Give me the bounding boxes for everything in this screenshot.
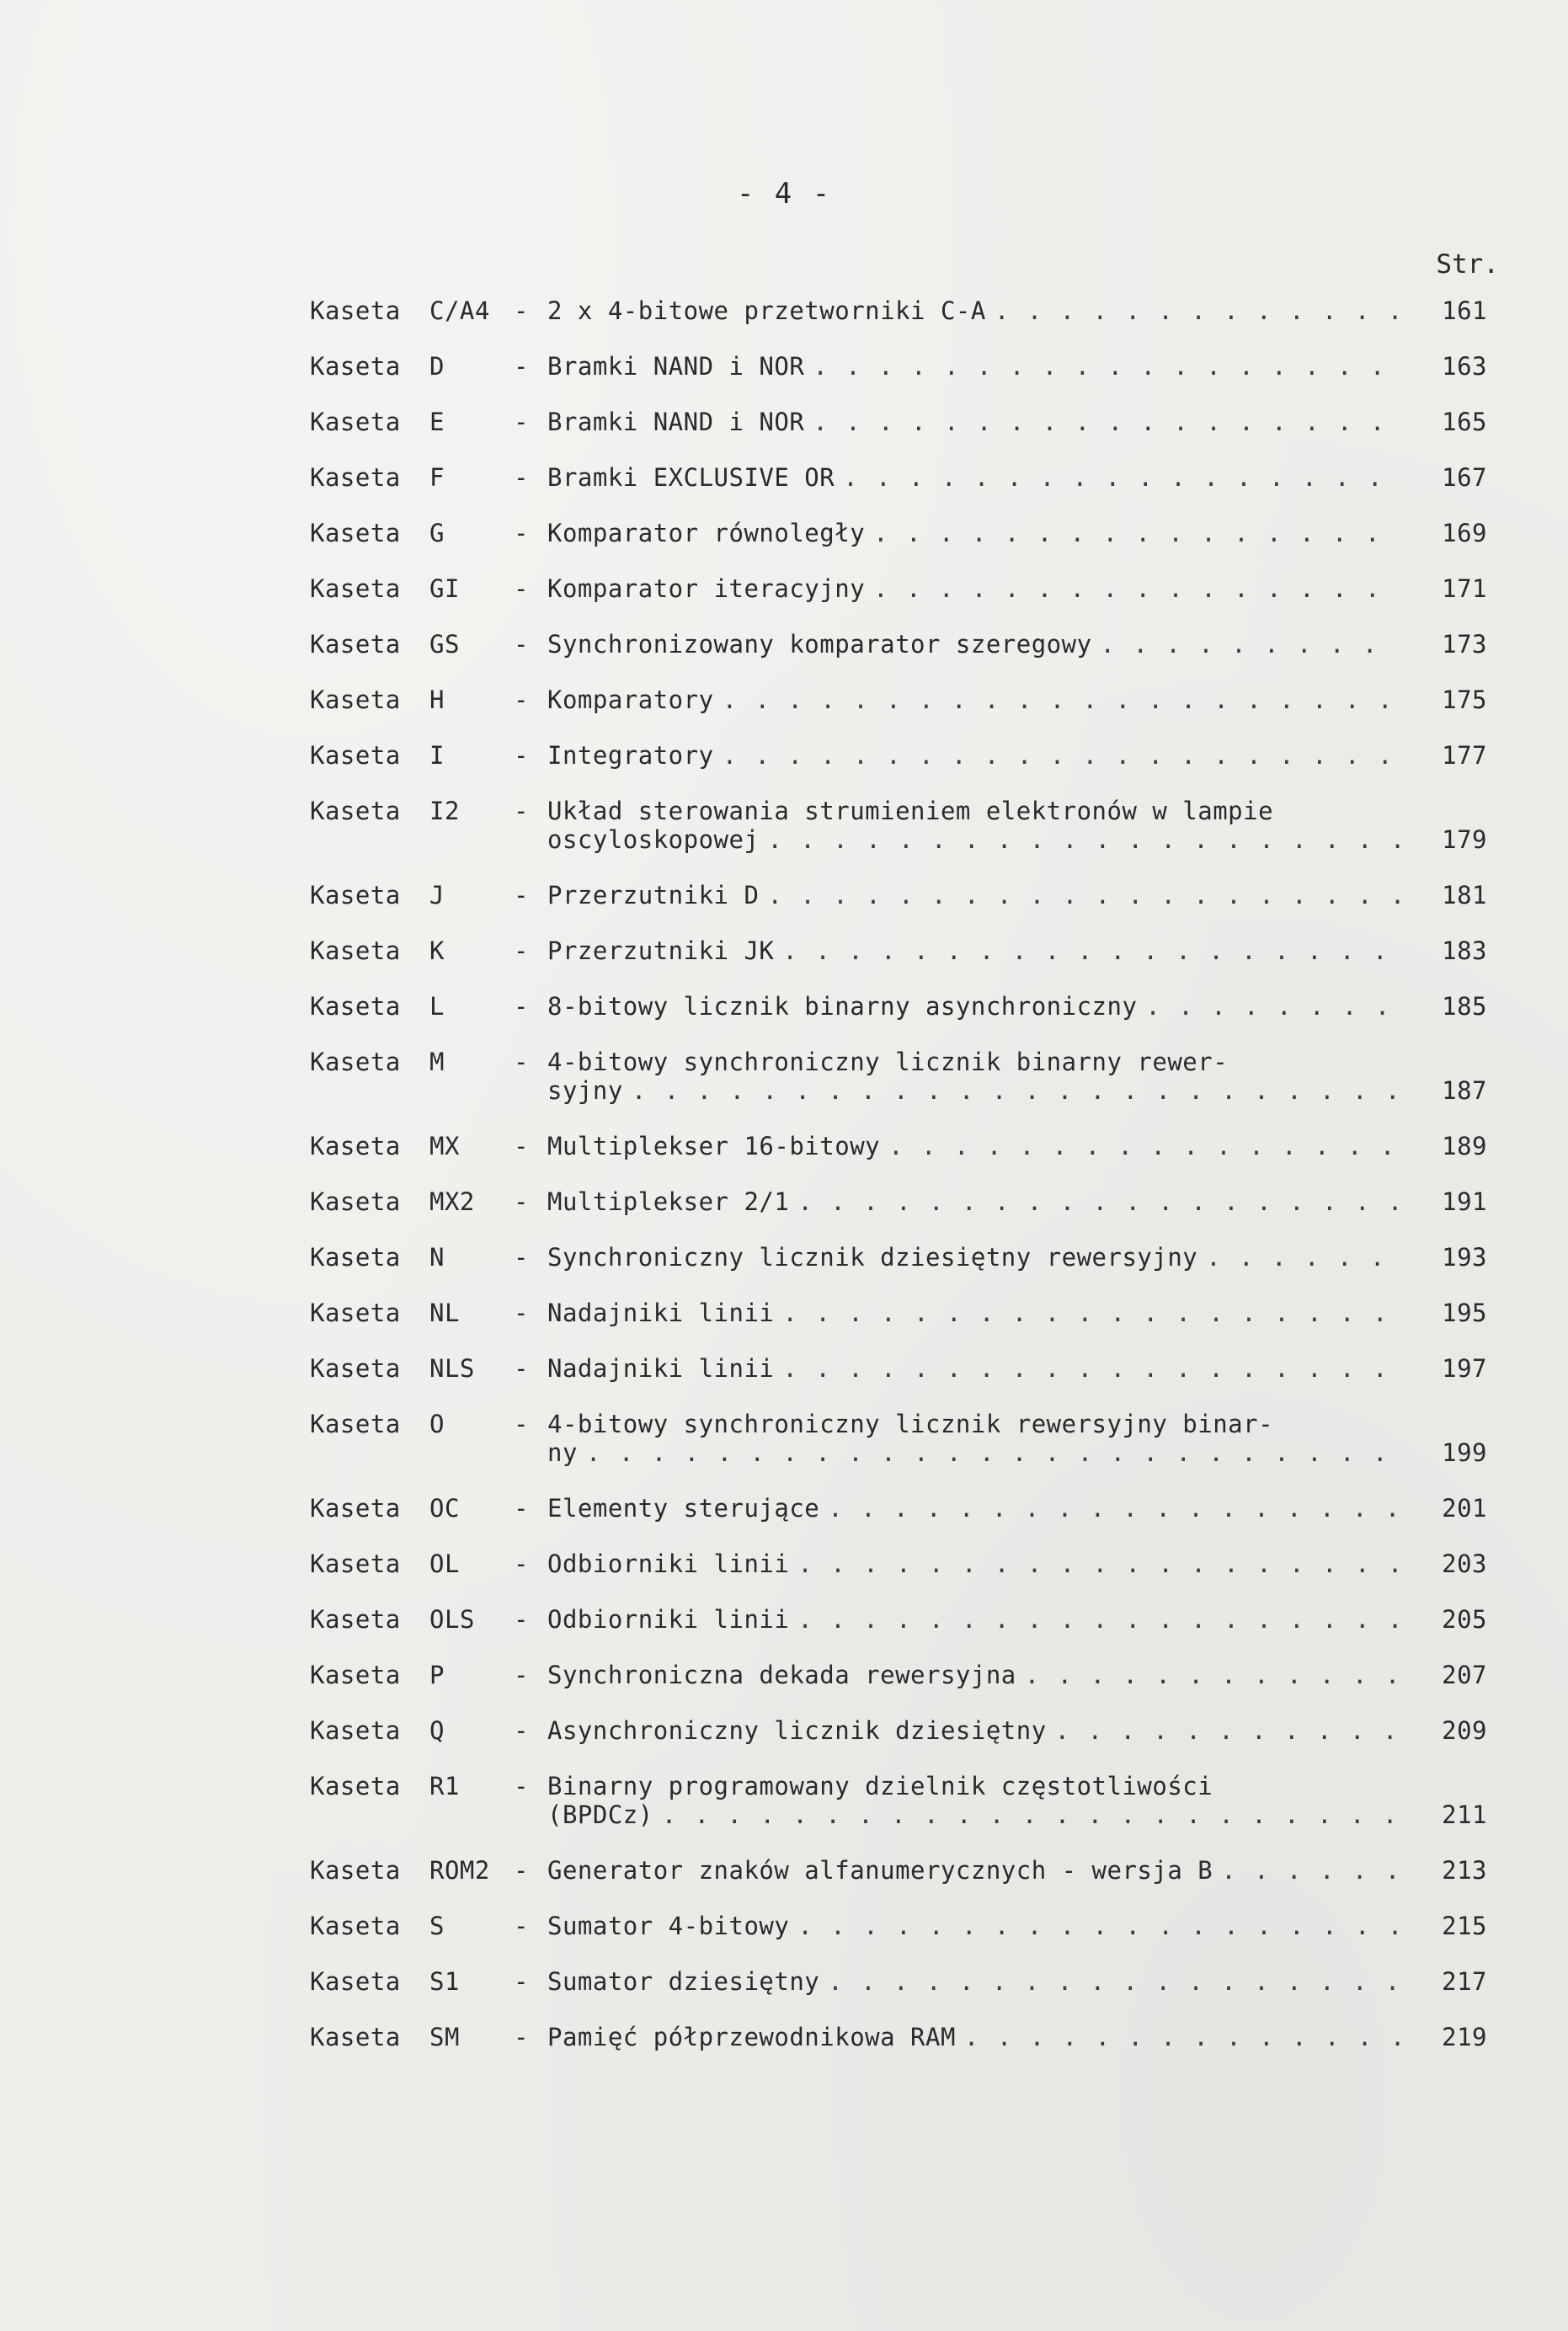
toc-entry-prefix: Kaseta <box>310 2023 401 2051</box>
toc-entry-page: 165 <box>1442 408 1487 436</box>
toc-entry-code: G <box>429 519 445 547</box>
toc-entry-dash: - <box>514 936 529 965</box>
toc-entry-title-line <box>547 1716 1400 1745</box>
toc-entry-prefix: Kaseta <box>310 1550 401 1578</box>
toc-entry-title-line <box>547 1299 1400 1327</box>
toc-entry <box>310 408 1487 463</box>
toc-entry-code: M <box>429 1048 445 1076</box>
toc-entry-title-text: 4-bitowy synchroniczny licznik rewersyjny binar- <box>547 1410 1274 1438</box>
toc-entry-code: C/A4 <box>429 296 490 325</box>
toc-entry-dash: - <box>514 574 529 603</box>
toc-entry-title-line <box>547 1494 1400 1523</box>
toc-entry-title-line <box>547 352 1400 381</box>
toc-entry-title-text: ny <box>547 1438 578 1467</box>
toc-entry-page: 193 <box>1442 1243 1487 1272</box>
toc-entry-page: 169 <box>1442 519 1487 547</box>
toc-entry-title-text: Asynchroniczny licznik dziesiętny <box>547 1716 1047 1745</box>
toc-entry-code: K <box>429 936 445 965</box>
toc-entry-page: 173 <box>1442 630 1487 659</box>
toc-entry-title <box>547 1856 1400 1885</box>
dot-leader <box>813 352 1400 381</box>
toc-entry <box>310 1132 1487 1187</box>
toc-entry-title-line <box>547 1605 1400 1634</box>
toc-entry-title <box>547 1967 1400 1996</box>
toc-entry-dash: - <box>514 463 529 492</box>
toc-entry-title <box>547 1912 1400 1940</box>
page-number: - 4 - <box>736 177 832 211</box>
toc-entry-code: E <box>429 408 445 436</box>
toc-entry <box>310 1716 1487 1772</box>
toc-entry-title <box>547 741 1400 770</box>
toc-entry-title-line <box>547 881 1400 909</box>
toc-entry-title <box>547 1661 1400 1689</box>
toc-entry-title-line <box>547 936 1400 965</box>
dot-leader <box>873 574 1400 603</box>
dot-leader <box>767 881 1400 909</box>
toc-entry-title-line <box>547 1661 1400 1689</box>
toc-entry-title-line <box>547 1967 1400 1996</box>
toc-entry-dash: - <box>514 797 529 825</box>
toc-entry-code: S1 <box>429 1967 460 1996</box>
toc-entry-dash: - <box>514 1716 529 1745</box>
toc-entry-prefix: Kaseta <box>310 1661 401 1689</box>
toc-entry-code: NLS <box>429 1354 475 1383</box>
toc-entry-title <box>547 1494 1400 1523</box>
toc-entry <box>310 1048 1487 1132</box>
toc-entry-title-text: Przerzutniki D <box>547 881 760 909</box>
toc-entry-page: 197 <box>1442 1354 1487 1383</box>
toc-entry-title <box>547 1243 1400 1272</box>
toc-entry-code: O <box>429 1410 445 1438</box>
toc-entry-prefix: Kaseta <box>310 408 401 436</box>
toc-entry-title <box>547 352 1400 381</box>
toc-entry-page: 211 <box>1442 1800 1487 1829</box>
toc-entry-dash: - <box>514 1856 529 1885</box>
toc-entry-title-line <box>547 797 1400 825</box>
toc-entry-prefix: Kaseta <box>310 992 401 1021</box>
toc-entry-title-text: Układ sterowania strumieniem elektronów w lampie <box>547 797 1274 825</box>
toc-entry <box>310 1354 1487 1410</box>
toc-entry-title <box>547 992 1400 1021</box>
toc-entry-title <box>547 2023 1400 2051</box>
toc-entry-title-line <box>547 1772 1400 1800</box>
toc-entry-title-line <box>547 2023 1400 2051</box>
toc-entry <box>310 1967 1487 2023</box>
toc-entry-dash: - <box>514 992 529 1021</box>
toc-entry-prefix: Kaseta <box>310 1912 401 1940</box>
toc-entry-dash: - <box>514 1410 529 1438</box>
toc-entry <box>310 1772 1487 1856</box>
toc-entry-prefix: Kaseta <box>310 1243 401 1272</box>
toc-entry-title-line <box>547 1048 1400 1076</box>
toc-entry-title <box>547 1354 1400 1383</box>
toc-entry-title-line <box>547 992 1400 1021</box>
dot-leader <box>782 936 1400 965</box>
toc-entry-page: 205 <box>1442 1605 1487 1634</box>
toc-entry-page: 171 <box>1442 574 1487 603</box>
dot-leader <box>632 1076 1400 1105</box>
toc-entry-code: H <box>429 685 445 714</box>
toc-entry-page: 215 <box>1442 1912 1487 1940</box>
dot-leader <box>767 825 1400 854</box>
toc-entry-code: NL <box>429 1299 460 1327</box>
dot-leader <box>586 1438 1400 1467</box>
dot-leader <box>1145 992 1400 1021</box>
toc-entry-code: OL <box>429 1550 460 1578</box>
toc-entry-dash: - <box>514 1494 529 1523</box>
toc-entry <box>310 1410 1487 1494</box>
toc-entry-page: 167 <box>1442 463 1487 492</box>
toc-entry-title-text: Nadajniki linii <box>547 1299 775 1327</box>
dot-leader <box>1101 630 1400 659</box>
toc-entry-title-line <box>547 1354 1400 1383</box>
toc-entry-title-text: 8-bitowy licznik binarny asynchroniczny <box>547 992 1138 1021</box>
toc-entry-page: 163 <box>1442 352 1487 381</box>
table-of-contents <box>310 296 1487 2078</box>
toc-entry-title <box>547 1187 1400 1216</box>
dot-leader <box>797 1605 1400 1634</box>
toc-entry-code: L <box>429 992 445 1021</box>
toc-entry <box>310 519 1487 574</box>
toc-entry-dash: - <box>514 1187 529 1216</box>
toc-entry-prefix: Kaseta <box>310 1187 401 1216</box>
toc-entry-dash: - <box>514 1354 529 1383</box>
toc-entry-title-line <box>547 685 1400 714</box>
toc-entry <box>310 2023 1487 2078</box>
toc-entry-page: 181 <box>1442 881 1487 909</box>
toc-entry-title-line <box>547 1187 1400 1216</box>
toc-entry <box>310 1494 1487 1550</box>
toc-entry-prefix: Kaseta <box>310 1494 401 1523</box>
toc-entry-page: 177 <box>1442 741 1487 770</box>
toc-entry-prefix: Kaseta <box>310 1354 401 1383</box>
toc-entry-prefix: Kaseta <box>310 296 401 325</box>
toc-entry-prefix: Kaseta <box>310 685 401 714</box>
toc-entry-title-line <box>547 630 1400 659</box>
toc-entry-prefix: Kaseta <box>310 1856 401 1885</box>
toc-entry <box>310 296 1487 352</box>
toc-entry-code: F <box>429 463 445 492</box>
toc-entry-dash: - <box>514 1048 529 1076</box>
toc-entry-title <box>547 296 1400 325</box>
toc-entry-page: 183 <box>1442 936 1487 965</box>
toc-entry-title-text: Multiplekser 2/1 <box>547 1187 790 1216</box>
toc-entry-title-text: Bramki NAND i NOR <box>547 352 805 381</box>
toc-entry-prefix: Kaseta <box>310 797 401 825</box>
toc-entry-page: 179 <box>1442 825 1487 854</box>
toc-entry-dash: - <box>514 881 529 909</box>
dot-leader <box>828 1967 1400 1996</box>
dot-leader <box>1221 1856 1400 1885</box>
dot-leader <box>782 1299 1400 1327</box>
toc-entry-title-text: Odbiorniki linii <box>547 1605 790 1634</box>
toc-entry-prefix: Kaseta <box>310 936 401 965</box>
toc-entry-prefix: Kaseta <box>310 881 401 909</box>
toc-entry-code: GI <box>429 574 460 603</box>
toc-entry-title-line <box>547 1912 1400 1940</box>
toc-entry-title-text: Bramki NAND i NOR <box>547 408 805 436</box>
toc-entry-title <box>547 1410 1400 1467</box>
toc-entry-dash: - <box>514 519 529 547</box>
toc-entry-prefix: Kaseta <box>310 1716 401 1745</box>
toc-entry-dash: - <box>514 1772 529 1800</box>
toc-entry-title-line <box>547 1410 1400 1438</box>
toc-entry-title-line <box>547 463 1400 492</box>
dot-leader <box>797 1912 1400 1940</box>
toc-entry-prefix: Kaseta <box>310 1410 401 1438</box>
toc-entry <box>310 1187 1487 1243</box>
toc-entry-title-text: Sumator dziesiętny <box>547 1967 820 1996</box>
toc-entry-prefix: Kaseta <box>310 1605 401 1634</box>
toc-entry-page: 187 <box>1442 1076 1487 1105</box>
toc-entry-title-text: Komparator równoległy <box>547 519 866 547</box>
dot-leader <box>1206 1243 1400 1272</box>
toc-entry-dash: - <box>514 1299 529 1327</box>
toc-entry <box>310 630 1487 685</box>
toc-entry-title-line <box>547 519 1400 547</box>
toc-entry-code: R1 <box>429 1772 460 1800</box>
toc-entry-title-text: Komparator iteracyjny <box>547 574 866 603</box>
dot-leader <box>797 1187 1400 1216</box>
dot-leader <box>813 408 1400 436</box>
toc-entry-code: S <box>429 1912 445 1940</box>
dot-leader <box>797 1550 1400 1578</box>
dot-leader <box>1055 1716 1400 1745</box>
toc-entry <box>310 574 1487 630</box>
toc-entry-code: OC <box>429 1494 460 1523</box>
toc-entry-title-line <box>547 296 1400 325</box>
toc-entry-prefix: Kaseta <box>310 1048 401 1076</box>
toc-entry-title <box>547 1772 1400 1829</box>
toc-entry <box>310 936 1487 992</box>
toc-entry-title-text: Multiplekser 16-bitowy <box>547 1132 881 1160</box>
toc-entry-title-text: Sumator 4-bitowy <box>547 1912 790 1940</box>
toc-entry-code: ROM2 <box>429 1856 490 1885</box>
toc-entry-title <box>547 1716 1400 1745</box>
toc-entry-code: D <box>429 352 445 381</box>
toc-entry <box>310 797 1487 881</box>
toc-entry-page: 201 <box>1442 1494 1487 1523</box>
toc-entry-title-text: Synchroniczny licznik dziesiętny rewersyjny <box>547 1243 1198 1272</box>
toc-entry-title-text: 4-bitowy synchroniczny licznik binarny rewer- <box>547 1048 1229 1076</box>
toc-entry <box>310 463 1487 519</box>
toc-entry-title <box>547 797 1400 854</box>
toc-entry-title-line <box>547 1438 1400 1467</box>
toc-entry-title-text: (BPDCz) <box>547 1800 653 1829</box>
toc-entry-title-line <box>547 408 1400 436</box>
toc-entry-code: I2 <box>429 797 460 825</box>
toc-entry-title-text: Odbiorniki linii <box>547 1550 790 1578</box>
toc-entry-title <box>547 1605 1400 1634</box>
toc-entry-page: 189 <box>1442 1132 1487 1160</box>
toc-entry-title-text: Przerzutniki JK <box>547 936 775 965</box>
toc-entry-code: P <box>429 1661 445 1689</box>
toc-entry <box>310 1912 1487 1967</box>
toc-entry-title <box>547 630 1400 659</box>
toc-entry-title-line <box>547 1076 1400 1105</box>
toc-entry-title-text: Komparatory <box>547 685 714 714</box>
dot-leader <box>723 685 1400 714</box>
toc-entry-title-line <box>547 1243 1400 1272</box>
toc-entry-code: I <box>429 741 445 770</box>
toc-entry-title-line <box>547 741 1400 770</box>
page-column-header: Str. <box>1436 249 1499 280</box>
toc-entry-dash: - <box>514 1132 529 1160</box>
toc-entry-title-line <box>547 1132 1400 1160</box>
toc-entry-title <box>547 1132 1400 1160</box>
toc-entry-title-line <box>547 574 1400 603</box>
toc-entry-code: GS <box>429 630 460 659</box>
toc-entry-title <box>547 936 1400 965</box>
toc-entry-title <box>547 685 1400 714</box>
toc-entry <box>310 1550 1487 1605</box>
dot-leader <box>995 296 1400 325</box>
toc-entry-title-line <box>547 1856 1400 1885</box>
dot-leader <box>843 463 1400 492</box>
toc-entry-title-text: Integratory <box>547 741 714 770</box>
toc-entry-dash: - <box>514 352 529 381</box>
toc-entry-title-text: Bramki EXCLUSIVE OR <box>547 463 835 492</box>
toc-entry-prefix: Kaseta <box>310 352 401 381</box>
toc-entry-page: 195 <box>1442 1299 1487 1327</box>
toc-entry-prefix: Kaseta <box>310 1132 401 1160</box>
toc-entry-code: J <box>429 881 445 909</box>
toc-entry-title <box>547 881 1400 909</box>
toc-entry-title-text: Generator znaków alfanumerycznych - wersja B <box>547 1856 1213 1885</box>
toc-entry-prefix: Kaseta <box>310 741 401 770</box>
toc-entry-title-text: Pamięć półprzewodnikowa RAM <box>547 2023 956 2051</box>
toc-entry-title-text: Synchroniczna dekada rewersyjna <box>547 1661 1016 1689</box>
toc-entry-page: 207 <box>1442 1661 1487 1689</box>
toc-entry-code: MX2 <box>429 1187 475 1216</box>
toc-entry-dash: - <box>514 1967 529 1996</box>
dot-leader <box>1025 1661 1400 1689</box>
toc-entry-title-text: Binarny programowany dzielnik częstotliwości <box>547 1772 1213 1800</box>
dot-leader <box>828 1494 1400 1523</box>
toc-entry-title <box>547 1550 1400 1578</box>
toc-entry-title <box>547 408 1400 436</box>
toc-entry-dash: - <box>514 408 529 436</box>
toc-entry-title-line <box>547 1550 1400 1578</box>
toc-entry-page: 191 <box>1442 1187 1487 1216</box>
toc-entry-page: 199 <box>1442 1438 1487 1467</box>
toc-entry <box>310 1661 1487 1716</box>
toc-entry <box>310 1299 1487 1354</box>
toc-entry <box>310 352 1487 408</box>
toc-entry-code: MX <box>429 1132 460 1160</box>
dot-leader <box>964 2023 1400 2051</box>
toc-entry-dash: - <box>514 685 529 714</box>
toc-entry-title-text: Nadajniki linii <box>547 1354 775 1383</box>
toc-entry-title <box>547 574 1400 603</box>
toc-entry-title-line <box>547 1800 1400 1829</box>
toc-entry-title <box>547 1048 1400 1105</box>
toc-entry <box>310 1605 1487 1661</box>
toc-entry <box>310 1856 1487 1912</box>
toc-entry-title-text: Elementy sterujące <box>547 1494 820 1523</box>
toc-entry-title-text: syjny <box>547 1076 623 1105</box>
toc-entry-prefix: Kaseta <box>310 1772 401 1800</box>
toc-entry-page: 203 <box>1442 1550 1487 1578</box>
toc-entry <box>310 881 1487 936</box>
toc-entry-prefix: Kaseta <box>310 463 401 492</box>
toc-entry-title-line <box>547 825 1400 854</box>
toc-entry-code: N <box>429 1243 445 1272</box>
toc-entry-dash: - <box>514 1550 529 1578</box>
toc-entry-prefix: Kaseta <box>310 1967 401 1996</box>
toc-entry-title-text: oscyloskopowej <box>547 825 760 854</box>
toc-entry-dash: - <box>514 1243 529 1272</box>
toc-entry-page: 213 <box>1442 1856 1487 1885</box>
toc-entry <box>310 992 1487 1048</box>
toc-entry-title-text: Synchronizowany komparator szeregowy <box>547 630 1092 659</box>
toc-entry-title <box>547 519 1400 547</box>
toc-entry-dash: - <box>514 1605 529 1634</box>
dot-leader <box>723 741 1400 770</box>
toc-entry-prefix: Kaseta <box>310 630 401 659</box>
dot-leader <box>662 1800 1400 1829</box>
toc-entry <box>310 741 1487 797</box>
toc-entry-page: 209 <box>1442 1716 1487 1745</box>
dot-leader <box>873 519 1400 547</box>
dot-leader <box>782 1354 1400 1383</box>
toc-entry-title <box>547 1299 1400 1327</box>
toc-entry-prefix: Kaseta <box>310 574 401 603</box>
toc-entry-code: OLS <box>429 1605 475 1634</box>
toc-entry-page: 219 <box>1442 2023 1487 2051</box>
toc-entry-prefix: Kaseta <box>310 519 401 547</box>
toc-entry-title <box>547 463 1400 492</box>
toc-entry-page: 185 <box>1442 992 1487 1021</box>
toc-entry-title-text: 2 x 4-bitowe przetworniki C-A <box>547 296 986 325</box>
toc-entry <box>310 685 1487 741</box>
toc-entry-dash: - <box>514 2023 529 2051</box>
toc-entry-dash: - <box>514 741 529 770</box>
toc-entry-code: Q <box>429 1716 445 1745</box>
toc-entry-page: 175 <box>1442 685 1487 714</box>
toc-entry-code: SM <box>429 2023 460 2051</box>
toc-entry-prefix: Kaseta <box>310 1299 401 1327</box>
toc-entry-dash: - <box>514 1912 529 1940</box>
toc-entry <box>310 1243 1487 1299</box>
toc-entry-dash: - <box>514 1661 529 1689</box>
dot-leader <box>888 1132 1400 1160</box>
toc-entry-dash: - <box>514 630 529 659</box>
toc-entry-page: 217 <box>1442 1967 1487 1996</box>
toc-entry-page: 161 <box>1442 296 1487 325</box>
toc-entry-dash: - <box>514 296 529 325</box>
